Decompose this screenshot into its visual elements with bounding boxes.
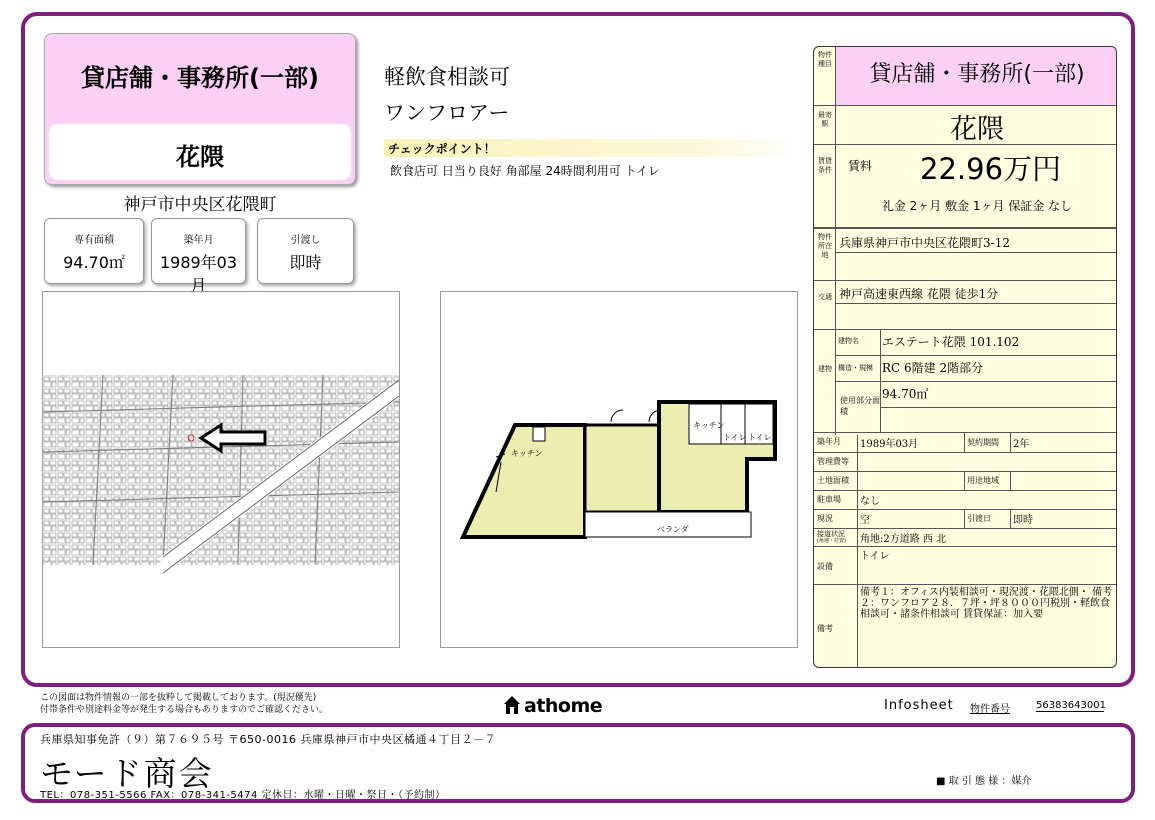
card-label: 専有面積 <box>74 235 114 246</box>
building-name-value: エステート花隈 101.102 <box>882 335 1020 349</box>
transport-value: 神戸高速東西線 花隈 徒歩1分 <box>839 287 999 301</box>
label-building-name: 建物名 <box>838 337 859 345</box>
contact-info: TEL：078-351-5566 FAX：078-341-5474 定休日：水曜・日曜・祭日・（予約制） <box>40 790 446 801</box>
rent-value: 22.96万円 <box>920 152 1062 186</box>
infosheet-label: Infosheet <box>884 698 954 713</box>
label-station: 最寄駅 <box>818 111 832 128</box>
location-value: 兵庫県神戸市中央区花隈町3-12 <box>839 236 1010 250</box>
company-name: モード商会 <box>40 754 214 793</box>
property-details-table <box>813 46 1117 668</box>
property-number-label: 物件番号 <box>970 704 1010 715</box>
card-value: 1989年03月 <box>159 253 238 295</box>
disclaimer-line-2: 付帯条件や別途料金等が発生する場合もありますのでご確認ください。 <box>40 705 329 715</box>
label-land-area: 土地面積 <box>817 476 849 485</box>
map-panel <box>42 291 400 648</box>
disclaimer <box>40 692 328 716</box>
value-property-type: 貸店舗・事務所(一部) <box>869 62 1085 87</box>
headline-2: ワンフロアー <box>384 101 510 125</box>
disclaimer-line-1: この図面は物件情報の一部を抜粋して掲載しております。(現況優先) <box>40 693 317 703</box>
label-terms: 賃貸条件 <box>818 157 832 174</box>
status-value: 空 <box>860 515 870 526</box>
card-label: 引渡し <box>290 235 321 246</box>
label-zoning: 用途地域 <box>967 476 999 485</box>
station-name: 花隈 <box>176 143 224 171</box>
road-value: 角地:2方道路 西 北 <box>860 534 947 545</box>
label-property-type: 物件種目 <box>818 51 832 68</box>
label-built: 築年月 <box>817 437 841 446</box>
card-built-date <box>151 218 246 295</box>
card-floor-area <box>44 218 144 284</box>
card-handover <box>257 218 354 284</box>
structure-value: RC 6階建 2階部分 <box>882 361 984 375</box>
fees-value: 礼金 2ヶ月 敷金 1ヶ月 保証金 なし <box>881 199 1073 213</box>
card-value: 即時 <box>289 253 322 272</box>
label-location: 物件所在地 <box>818 233 832 259</box>
floorplan-drawing <box>441 292 797 647</box>
parking-value: なし <box>860 496 880 507</box>
usage-area-value: 94.70㎡ <box>882 387 929 401</box>
label-handover: 引渡日 <box>967 514 991 523</box>
headline-1: 軽飲食相談可 <box>384 65 510 89</box>
value-station: 花隈 <box>950 114 1004 145</box>
handover-value: 即時 <box>1013 515 1033 526</box>
area-name: 神戸市中央区花隈町 <box>123 195 277 215</box>
contract-value: 2年 <box>1013 439 1030 450</box>
floorplan-kitchen-right: キッチン <box>693 421 725 430</box>
rent-label: 賃料 <box>848 159 873 173</box>
floorplan-toilet-2: トイレ <box>748 433 772 442</box>
label-building: 建物 <box>818 365 832 373</box>
brand-logo: athome <box>524 695 603 717</box>
facility-value: トイレ <box>860 551 890 562</box>
license-address: 兵庫県知事免許（９）第７６９５号 〒650-0016 兵庫県神戸市中央区橘通４丁目２－７ <box>40 733 496 746</box>
remarks-value: 備考１：オフィス内装相談可・現況渡・花隈北側・ 備考２：ワンフロア２８．７坪・坪８０００円税別・軽飲食相談可・諸条件相談可 賃貸保証：加入要 <box>860 587 1113 620</box>
floorplan-toilet-1: トイレ <box>723 433 747 442</box>
label-management-fee: 管理費等 <box>817 457 849 466</box>
card-value: 94.70㎡ <box>63 253 125 272</box>
label-remarks: 備考 <box>817 624 833 633</box>
label-usage-area: 使用部分面積 <box>840 396 880 416</box>
label-status: 現況 <box>817 514 833 523</box>
label-structure: 構造・規模 <box>838 364 873 372</box>
label-facility: 設備 <box>817 562 833 571</box>
label-parking: 駐車場 <box>817 495 841 504</box>
property-number: 56383643001 <box>1036 700 1106 711</box>
checkpoint-label: チェックポイント！ <box>388 142 496 156</box>
checkpoint-features: 飲食店可 日当り良好 角部屋 24時間利用可 トイレ <box>390 164 660 178</box>
location-map <box>43 292 399 647</box>
card-label: 築年月 <box>183 235 214 246</box>
property-type-title: 貸店舗・事務所(一部) <box>81 64 319 92</box>
label-road: 接道状況 <box>817 530 845 538</box>
floorplan-panel <box>440 291 798 648</box>
label-road-sub: (角地・位置) <box>817 538 846 544</box>
house-logo-icon <box>503 695 521 719</box>
label-transport: 交通 <box>818 293 832 301</box>
floorplan-veranda: ベランダ <box>657 525 689 534</box>
label-contract: 契約期間 <box>967 438 999 447</box>
floorplan-kitchen-left: キッチン <box>511 449 543 458</box>
transaction-type: ■ 取 引 態 様 ：媒介 <box>936 776 1032 787</box>
built-value: 1989年03月 <box>860 439 919 450</box>
